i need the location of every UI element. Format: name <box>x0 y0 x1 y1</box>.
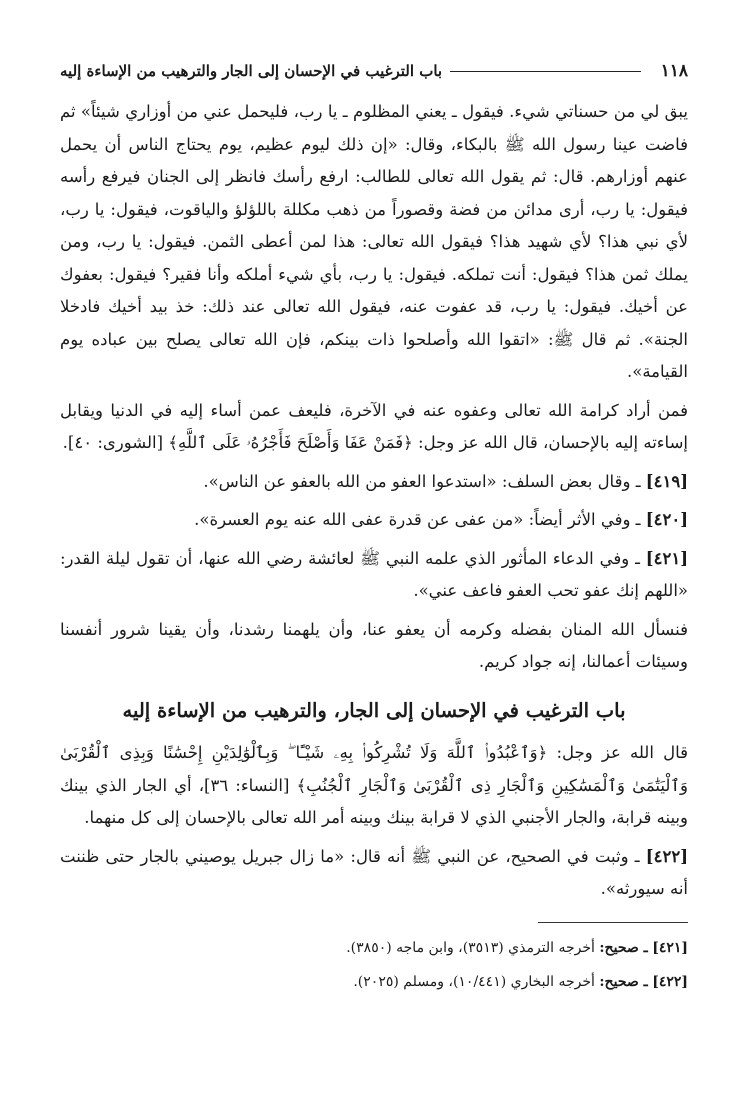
body-text <box>60 96 688 906</box>
hadith-text: ـ وفي الأثر أيضاً: «من عفى عن قدرة عفى الله عنه يوم العسرة». <box>194 510 641 529</box>
footnote <box>60 931 688 965</box>
paragraph: فنسأل الله المنان بفضله وكرمه أن يعفو عنا، وأن يلهمنا رشدنا، وأن يقينا شرور أنفسنا وسيئات أعمالنا، إنه جواد كريم. <box>60 619 688 671</box>
footnote-number: [٤٢٢] <box>652 973 688 990</box>
section-heading: باب الترغيب في الإحسان إلى الجار، والترهيب من الإساءة إليه <box>122 698 626 722</box>
hadith-number: [٤٢٢] <box>645 846 688 866</box>
hadith-number: [٤٢٠] <box>645 510 688 529</box>
hadith-paragraph <box>60 466 688 499</box>
paragraph: فمن أراد كرامة الله تعالى وعفوه عنه في الآخرة، فليعف عمن أساء إليه في الدنيا ويقابل إساءته إليه بالإحسان، قال الله عز وجل: ﴿فَمَنْ عَفَا وَأَصْلَحَ فَأَجْرُهُۥ عَلَى ٱللَّهِ﴾ [الشورى: ٤٠]. <box>60 400 688 452</box>
page-number: ١١٨ <box>660 61 688 81</box>
footnote-number: [٤٢١] <box>652 939 688 956</box>
footnote <box>60 965 688 999</box>
hadith-number: [٤١٩] <box>645 471 688 491</box>
hadith-paragraph <box>60 841 688 906</box>
running-header <box>60 58 688 84</box>
footnote-grade: ـ صحيح: <box>599 939 648 956</box>
footnote-grade: ـ صحيح: <box>599 973 648 990</box>
hadith-paragraph <box>60 504 688 537</box>
footnote-separator <box>538 922 688 923</box>
header-title: باب الترغيب في الإحسان إلى الجار والترهيب من الإساءة إليه <box>60 62 443 80</box>
footnotes <box>60 931 688 999</box>
hadith-text: ـ وثبت في الصحيح، عن النبي ﷺ أنه قال: «ما زال جبريل يوصيني بالجار حتى ظننت أنه سيورثه». <box>60 846 688 898</box>
hadith-text: ـ وفي الدعاء المأثور الذي علمه النبي ﷺ لعائشة رضي الله عنها، أن تقول ليلة القدر: «اللهم إنك عفو تحب العفو فاعف عني». <box>60 548 688 600</box>
hadith-number: [٤٢١] <box>645 548 689 568</box>
header-rule <box>450 71 640 72</box>
footnote-text: أخرجه البخاري (١٠/٤٤١)، ومسلم (٢٠٢٥). <box>353 973 595 990</box>
paragraph: يبق لي من حسناتي شيء. فيقول ـ يعني المظلوم ـ يا رب، فليحمل عني من أوزاري شيئاً» ثم فاضت عينا رسول الله ﷺ بالبكاء، وقال: «إن ذلك ليوم عظيم، يوم يحتاج الناس أن يحمل عنهم أوزارهم. قال: ثم يقول الله تعالى للطالب: ارفع رأسك فانظر إلى الجنان فيرفع رأسه فيقول: يا رب، أرى مدائن من فضة وقصوراً من ذهب مكللة باللؤلؤ والياقوت، فيقول: يا رب، لأي نبي هذا؟ لأي شهيد هذا؟ فيقول الله تعالى: هذا لمن أعطى الثمن. فيقول: يا رب، ومن يملك ثمن هذا؟ فيقول: أنت تملكه. فيقول: يا رب، بأي شيء أملكه وأنا فقير؟ فيقول: بعفوك عن أخيك. فيقول: يا رب، قد عفوت عنه، فيقول الله تعالى عند ذلك: خذ بيد أخيك فادخلا الجنة». ثم قال ﷺ: «اتقوا الله وأصلحوا ذات بينكم، فإن الله تعالى يصلح بين عباده يوم القيامة». <box>60 102 688 381</box>
footnote-text: أخرجه الترمذي (٣٥١٣)، وابن ماجه (٣٨٥٠). <box>346 939 595 956</box>
hadith-text: ـ وقال بعض السلف: «استدعوا العفو من الله بالعفو عن الناس». <box>203 471 641 491</box>
paragraph: قال الله عز وجل: ﴿وَٱعْبُدُوا۟ ٱللَّهَ وَلَا تُشْرِكُوا۟ بِهِۦ شَيْـًٔا ۖ وَبِٱلْوَٰلِدَيْنِ إِحْسَٰنًا وَبِذِى ٱلْقُرْبَىٰ وَٱلْيَتَٰمَىٰ وَٱلْمَسَٰكِينِ وَٱلْجَارِ ذِى ٱلْقُرْبَىٰ وَٱلْجَارِ ٱلْجُنُبِ﴾ [النساء: ٣٦]، أي الجار الذي بينك وبينه قرابة، والجار الأجنبي الذي لا قرابة بينك وبينه أمر الله تعالى بالإحسان إلى كل منهما. <box>60 743 688 827</box>
hadith-paragraph <box>60 543 688 608</box>
